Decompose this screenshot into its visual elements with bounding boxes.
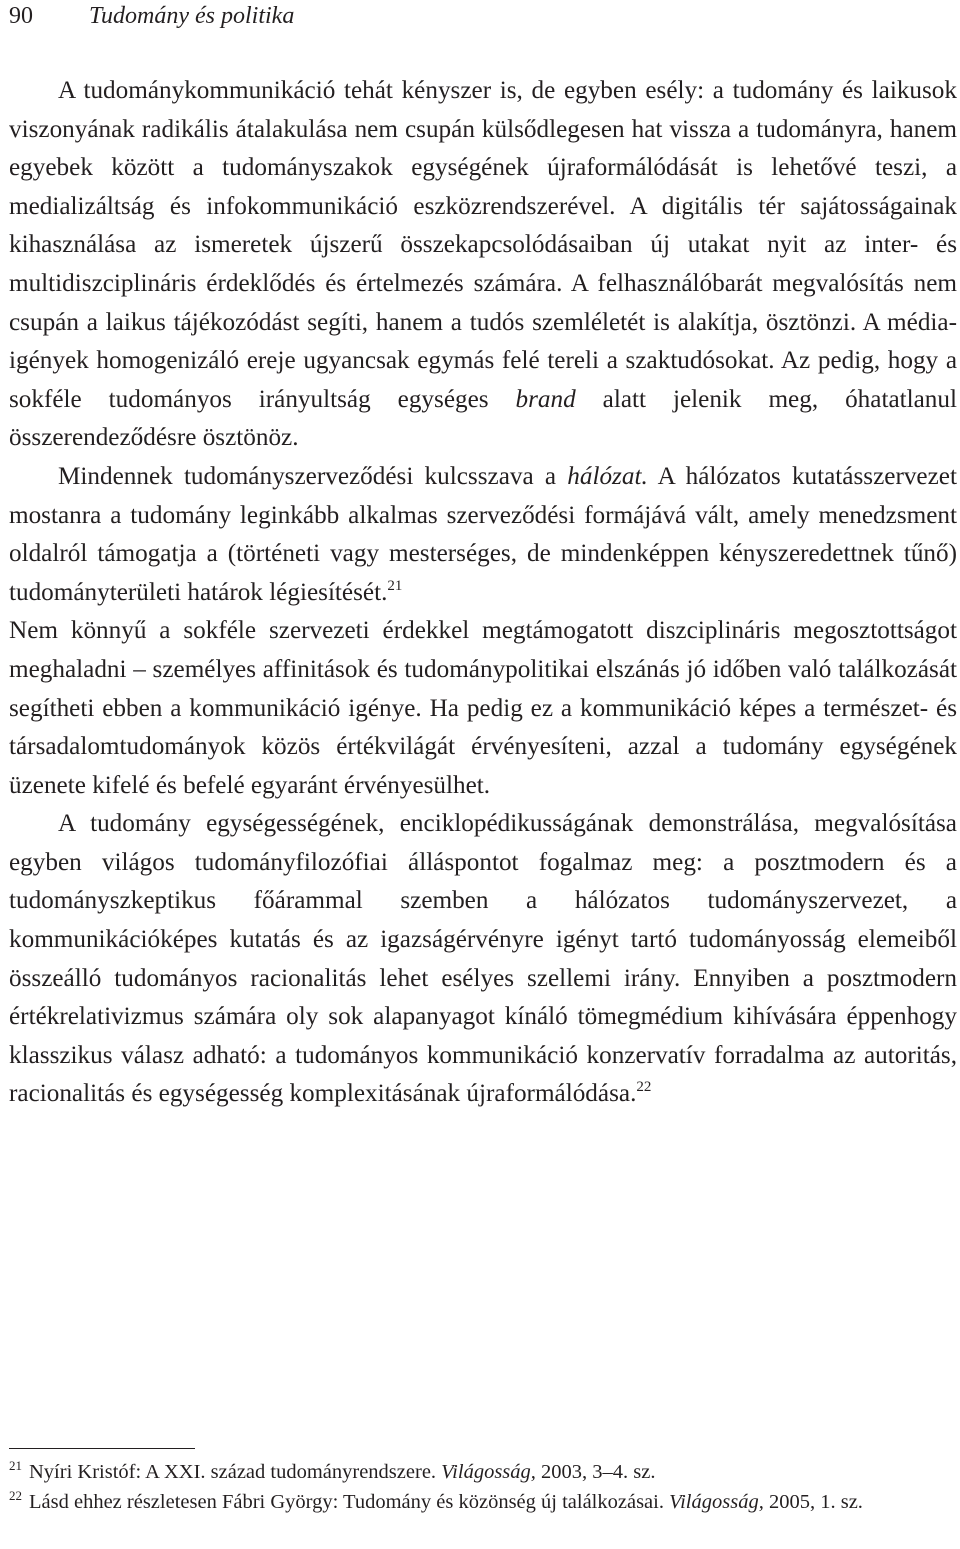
footnote-separator <box>9 1448 195 1449</box>
footnote-text: Nyíri Kristóf: A XXI. század tudományrendszere. <box>29 1461 437 1483</box>
paragraph-3 <box>9 612 957 805</box>
paragraph-2-text: A hálózatos kutatásszervezet mostanra a tudomány leginkább alkalmas szerveződési formájává vált, amely menedzsment oldalról támogatja a (történeti vagy mesterséges, de mindenképpen kényszeredettnek tűnő) tudományterületi határok légiesítését. <box>9 462 957 606</box>
paragraph-2-italic: hálózat. <box>567 462 648 490</box>
footnote-text: Lásd ehhez részletesen Fábri György: Tudomány és közönség új találkozásai. <box>29 1491 664 1514</box>
page-header <box>9 0 294 32</box>
paragraph-2 <box>9 458 957 612</box>
paragraph-1-end: alatt jelenik meg, óhatatlanul összerendeződésre ösztönöz. <box>9 385 957 452</box>
page-number: 90 <box>9 3 33 29</box>
footnote-issue: 2003, 3–4. sz. <box>541 1461 656 1483</box>
paragraph-4 <box>9 805 957 1114</box>
footnote-ref-21: 21 <box>387 577 403 594</box>
footnote-journal: Világosság, <box>441 1461 536 1483</box>
paragraph-3-text: Nem könnyű a sokféle szervezeti érdekkel megtámogatott diszciplináris megosztottságot meghaladni – személyes affinitások és tudománypolitikai elszánás jó időben való találkozását segítheti ebben a kommunikáció igénye. Ha pedig ez a kommunikáció képes a természet- és társadalomtudományok közös értékvilágát érvényesíteni, azzal a tudomány egységének üzenete kifelé és befelé egyaránt érvényesülhet. <box>9 617 957 799</box>
footnote-journal: Világosság, <box>669 1491 764 1514</box>
footnote-issue: 2005, 1. sz. <box>768 1491 863 1514</box>
paragraph-1-text: A tudománykommunikáció tehát kényszer is, de egyben esély: a tudomány és laikusok viszonyának radikális átalakulása nem csupán külsődlegesen hat vissza a tudományra, hanem egyebek között a tudományszakok egységének újraformálódását is lehetővé teszi, a medializáltság és infokommunikáció eszközrendszerével. A digitális tér sajátosságainak kihasználása az ismeretek újszerű összekapcsolódásaiban új utakat nyit az inter- és multidiszciplináris érdeklődés és értelmezés számára. A felhasználóbarát megvalósítás nem csupán a laikus tájékozódást segíti, hanem a tudós szemléletét is alakítja, ösztönzi. A médiaigények homogenizáló ereje ugyancsak egymás felé tereli a szaktudósokat. Az pedig, hogy a sokféle tudományos irányultság egységes <box>9 77 957 413</box>
footnote-number: 21 <box>9 1458 22 1473</box>
paragraph-2-start: Mindennek tudományszerveződési kulcsszava a <box>58 462 557 490</box>
footnotes <box>9 1458 957 1518</box>
main-text <box>9 72 957 1114</box>
paragraph-1 <box>9 72 957 458</box>
footnote-ref-22: 22 <box>636 1079 652 1096</box>
footnote-number: 22 <box>9 1488 22 1504</box>
footnote-22 <box>9 1488 957 1518</box>
footnote-21 <box>9 1458 957 1488</box>
running-title: Tudomány és politika <box>89 3 295 29</box>
paragraph-4-text: A tudomány egységességének, enciklopédikusságának demonstrálása, megvalósítása egyben világos tudományfilozófiai álláspontot fogalmaz meg: a posztmodern és a tudományszkeptikus főárammal szemben a hálózatos tudományszervezet, a kommunikációképes kutatás és az igazságérvényre igényt tartó tudományosság elemeiből összeálló tudományos racionalitás lehet esélyes szellemi irány. Ennyiben a posztmodern értékrelativizmus számára oly sok alapanyagot kínáló tömegmédium kihívására éppenhogy klasszikus válasz adható: a tudományos kommunikáció konzervatív forradalma az autoritás, racionalitás és egységesség komplexitásának újraformálódása. <box>9 810 957 1108</box>
paragraph-1-italic: brand <box>515 385 576 413</box>
